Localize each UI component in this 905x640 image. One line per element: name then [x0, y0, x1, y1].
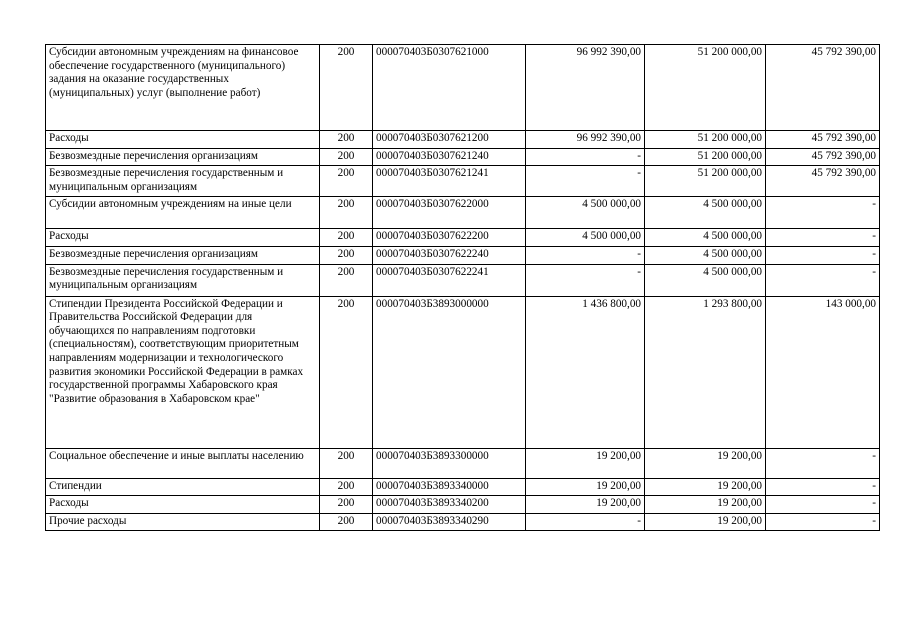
- budget-classification-code-cell: 000070403Б0307622000: [373, 197, 526, 229]
- line-code-cell: 200: [320, 496, 373, 514]
- table-row: [46, 197, 880, 229]
- executed-amount-cell: 19 200,00: [645, 496, 766, 514]
- unexecuted-amount-cell: -: [766, 496, 880, 514]
- expense-name-cell: Безвозмездные перечисления организациям: [46, 148, 320, 166]
- budget-classification-code-cell: 000070403Б3893340290: [373, 513, 526, 531]
- line-code-cell: 200: [320, 197, 373, 229]
- budget-classification-code-cell: 000070403Б3893340200: [373, 496, 526, 514]
- unexecuted-amount-cell: 45 792 390,00: [766, 166, 880, 197]
- table-row: [46, 246, 880, 264]
- line-code-cell: 200: [320, 478, 373, 496]
- expense-name-cell: Стипендии: [46, 478, 320, 496]
- budget-classification-code-cell: 000070403Б0307621200: [373, 131, 526, 149]
- executed-amount-cell: 19 200,00: [645, 513, 766, 531]
- table-row: [46, 131, 880, 149]
- unexecuted-amount-cell: 45 792 390,00: [766, 131, 880, 149]
- expense-name-cell: Социальное обеспечение и иные выплаты населению: [46, 448, 320, 478]
- executed-amount-cell: 51 200 000,00: [645, 131, 766, 149]
- approved-amount-cell: -: [526, 148, 645, 166]
- table-body: [46, 45, 880, 531]
- executed-amount-cell: 1 293 800,00: [645, 296, 766, 448]
- expense-name-cell: Расходы: [46, 496, 320, 514]
- budget-classification-code-cell: 000070403Б0307621241: [373, 166, 526, 197]
- unexecuted-amount-cell: -: [766, 229, 880, 247]
- unexecuted-amount-cell: 45 792 390,00: [766, 148, 880, 166]
- unexecuted-amount-cell: -: [766, 246, 880, 264]
- executed-amount-cell: 51 200 000,00: [645, 45, 766, 131]
- table-row: [46, 148, 880, 166]
- table-row: [46, 296, 880, 448]
- expense-name-cell: Безвозмездные перечисления государственным и муниципальным организациям: [46, 264, 320, 296]
- unexecuted-amount-cell: -: [766, 513, 880, 531]
- budget-classification-code-cell: 000070403Б0307622240: [373, 246, 526, 264]
- approved-amount-cell: 96 992 390,00: [526, 131, 645, 149]
- table-row: [46, 264, 880, 296]
- executed-amount-cell: 4 500 000,00: [645, 246, 766, 264]
- executed-amount-cell: 19 200,00: [645, 478, 766, 496]
- expense-name-cell: Безвозмездные перечисления государственным и муниципальным организациям: [46, 166, 320, 197]
- table-row: [46, 45, 880, 131]
- expense-name-cell: Прочие расходы: [46, 513, 320, 531]
- expense-name-cell: Безвозмездные перечисления организациям: [46, 246, 320, 264]
- budget-classification-code-cell: 000070403Б3893000000: [373, 296, 526, 448]
- line-code-cell: 200: [320, 264, 373, 296]
- approved-amount-cell: 19 200,00: [526, 448, 645, 478]
- line-code-cell: 200: [320, 448, 373, 478]
- expense-name-cell: Субсидии автономным учреждениям на иные цели: [46, 197, 320, 229]
- approved-amount-cell: 4 500 000,00: [526, 229, 645, 247]
- unexecuted-amount-cell: -: [766, 478, 880, 496]
- executed-amount-cell: 19 200,00: [645, 448, 766, 478]
- approved-amount-cell: 19 200,00: [526, 496, 645, 514]
- line-code-cell: 200: [320, 166, 373, 197]
- budget-execution-table: [45, 44, 880, 531]
- approved-amount-cell: -: [526, 166, 645, 197]
- approved-amount-cell: 19 200,00: [526, 478, 645, 496]
- budget-classification-code-cell: 000070403Б0307621000: [373, 45, 526, 131]
- executed-amount-cell: 51 200 000,00: [645, 166, 766, 197]
- approved-amount-cell: -: [526, 246, 645, 264]
- expense-name-cell: Расходы: [46, 229, 320, 247]
- budget-classification-code-cell: 000070403Б3893300000: [373, 448, 526, 478]
- approved-amount-cell: -: [526, 264, 645, 296]
- budget-classification-code-cell: 000070403Б0307622241: [373, 264, 526, 296]
- line-code-cell: 200: [320, 246, 373, 264]
- unexecuted-amount-cell: 143 000,00: [766, 296, 880, 448]
- line-code-cell: 200: [320, 513, 373, 531]
- approved-amount-cell: 96 992 390,00: [526, 45, 645, 131]
- executed-amount-cell: 4 500 000,00: [645, 229, 766, 247]
- unexecuted-amount-cell: -: [766, 448, 880, 478]
- table-row: [46, 229, 880, 247]
- approved-amount-cell: -: [526, 513, 645, 531]
- executed-amount-cell: 4 500 000,00: [645, 197, 766, 229]
- table-row: [46, 496, 880, 514]
- unexecuted-amount-cell: 45 792 390,00: [766, 45, 880, 131]
- line-code-cell: 200: [320, 131, 373, 149]
- line-code-cell: 200: [320, 229, 373, 247]
- expense-name-cell: Расходы: [46, 131, 320, 149]
- expense-name-cell: Стипендии Президента Российской Федерации и Правительства Российской Федерации для обучающихся по направлениям подготовки (специальностям), соответствующим приоритетным направлениям модернизации и технологического развития экономики Российской Федерации в рамках государственной программы Хабаровского края "Развитие образования в Хабаровском крае": [46, 296, 320, 448]
- line-code-cell: 200: [320, 296, 373, 448]
- unexecuted-amount-cell: -: [766, 264, 880, 296]
- expense-name-cell: Субсидии автономным учреждениям на финансовое обеспечение государственного (муниципального) задания на оказание государственных (муниципальных) услуг (выполнение работ): [46, 45, 320, 131]
- table-row: [46, 166, 880, 197]
- approved-amount-cell: 1 436 800,00: [526, 296, 645, 448]
- line-code-cell: 200: [320, 45, 373, 131]
- executed-amount-cell: 51 200 000,00: [645, 148, 766, 166]
- budget-classification-code-cell: 000070403Б0307622200: [373, 229, 526, 247]
- executed-amount-cell: 4 500 000,00: [645, 264, 766, 296]
- budget-classification-code-cell: 000070403Б0307621240: [373, 148, 526, 166]
- table-row: [46, 478, 880, 496]
- approved-amount-cell: 4 500 000,00: [526, 197, 645, 229]
- line-code-cell: 200: [320, 148, 373, 166]
- table-row: [46, 448, 880, 478]
- budget-classification-code-cell: 000070403Б3893340000: [373, 478, 526, 496]
- unexecuted-amount-cell: -: [766, 197, 880, 229]
- table-row: [46, 513, 880, 531]
